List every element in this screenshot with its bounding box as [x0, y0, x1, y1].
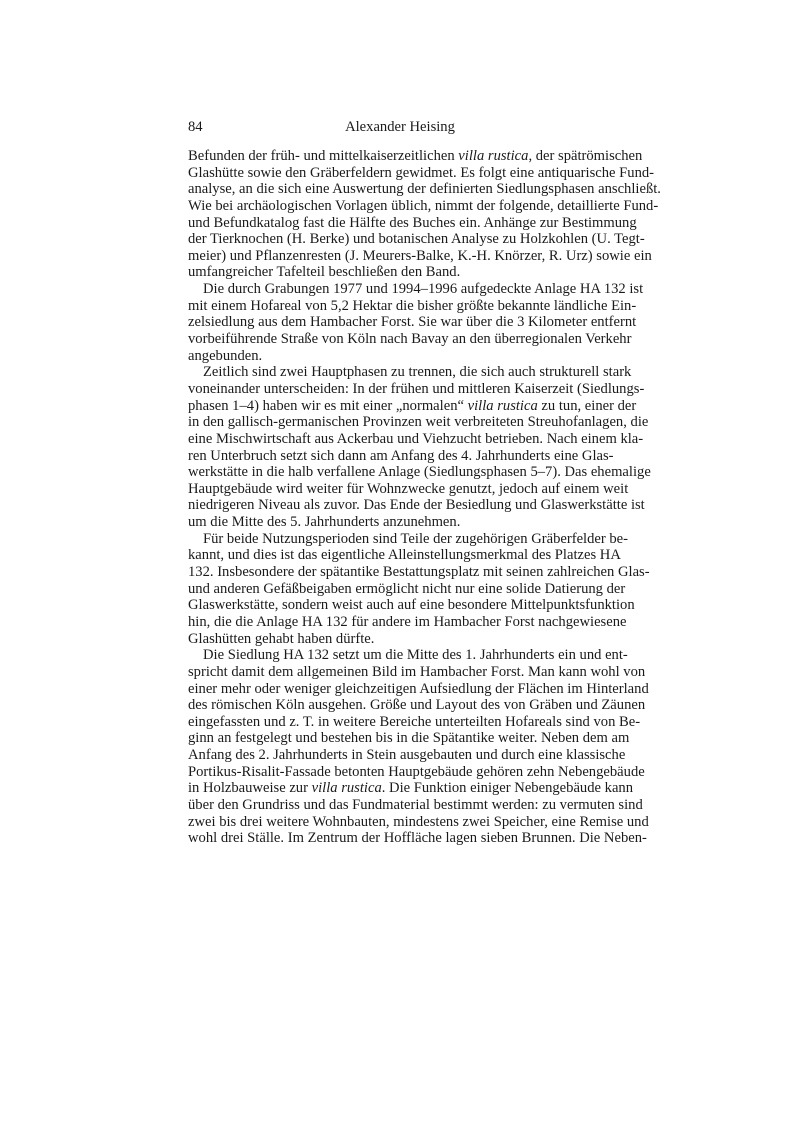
text-line [188, 348, 612, 365]
text-segment: der Tierknochen (H. Berke) und botanischen Analyse zu Holzkohlen (U. Tegt- [188, 231, 645, 248]
text-segment: 132. Insbesondere der spätantike Bestattungsplatz mit seinen zahlreichen Glas- [188, 564, 650, 581]
text-segment: zelsiedlung aus dem Hambacher Forst. Sie war über die 3 Kilometer entfernt [188, 314, 637, 331]
text-segment: in den gallisch-germanischen Provinzen weit verbreiteten Streuhofanlagen, die [188, 414, 649, 431]
text-line [188, 231, 645, 248]
text-segment: und anderen Gefäßbeigaben ermöglicht nicht nur eine solide Datierung der [188, 580, 626, 597]
italic-term: villa rustica [458, 148, 529, 164]
text-segment: wohl drei Ställe. Im Zentrum der Hoffläche lagen sieben Brunnen. Die Neben- [188, 830, 647, 847]
text-line [188, 148, 643, 165]
text-segment: kannt, und dies ist das eigentliche Alleinstellungsmerkmal des Platzes HA [188, 547, 621, 564]
text-segment: über den Grundriss und das Fundmaterial bestimmt werden: zu vermuten sind [188, 796, 643, 813]
text-line [188, 763, 645, 781]
text-segment: in Holzbauweise zur [188, 780, 312, 797]
text-segment: voneinander unterscheiden: In der frühen und mittleren Kaiserzeit (Siedlungs- [188, 380, 645, 397]
text-line [188, 314, 637, 331]
text-line [188, 680, 649, 698]
text-segment: einer mehr oder weniger gleichzeitigen Aufsiedlung der Flächen im Hinterland [188, 680, 649, 697]
text-segment: Für beide Nutzungsperioden sind Teile der zugehörigen Gräberfelder be- [203, 530, 629, 547]
text-segment: eingefassten und z. T. in weitere Bereiche unterteilten Hofareals sind von Be- [188, 713, 641, 730]
page-header [188, 119, 612, 137]
text-segment: phasen 1–4) haben wir es mit einer „normalen“ [188, 397, 468, 414]
text-segment: spricht damit dem allgemeinen Bild im Hambacher Forst. Man kann wohl von [188, 663, 646, 680]
text-segment: niedrigeren Niveau als zuvor. Das Ende der Besiedlung und Glaswerkstätte ist [188, 497, 645, 514]
text-segment: . Die Funktion einiger Nebengebäude kann [381, 780, 634, 797]
text-segment: zu tun, einer der [537, 397, 637, 414]
italic-term: villa rustica [311, 780, 382, 797]
text-segment: angebunden. [188, 347, 263, 364]
italic-term: villa rustica [467, 397, 538, 414]
text-line [188, 331, 632, 348]
text-segment: vorbeiführende Straße von Köln nach Bavay an den überregionalen Verkehr [188, 331, 632, 348]
text-line [188, 796, 643, 814]
text-line [188, 397, 637, 415]
text-line [188, 214, 637, 232]
text-segment: meier) und Pflanzenresten (J. Meurers-Balke, K.-H. Knörzer, R. Urz) sowie ein [188, 247, 652, 264]
text-segment: , der spätrömischen [528, 148, 643, 164]
body-text [188, 148, 661, 847]
text-line [188, 697, 646, 714]
text-segment: Glashütte sowie den Gräberfeldern gewidmet. Es folgt eine antiquarische Fund- [188, 164, 655, 181]
text-line [188, 380, 645, 398]
text-line [188, 580, 626, 598]
text-segment: Wie bei archäologischen Vorlagen üblich, nimmt der folgende, detaillierte Fund- [188, 197, 659, 214]
text-line [188, 497, 645, 514]
page-number: 84 [188, 119, 203, 135]
text-segment: Portikus-Risalit-Fassade betonten Hauptgebäude gehören zehn Nebengebäude [188, 763, 645, 780]
text-line [188, 281, 644, 298]
text-line [188, 464, 651, 481]
text-line [188, 514, 612, 531]
text-segment: um die Mitte des 5. Jahrhunderts anzunehmen. [188, 514, 461, 531]
text-line [188, 747, 626, 764]
text-segment: mit einem Hofareal von 5,2 Hektar die bisher größte bekannte ländliche Ein- [188, 297, 637, 314]
text-line [188, 631, 612, 648]
text-line [188, 448, 612, 465]
text-segment: Hauptgebäude wird weiter für Wohnzwecke genutzt, jedoch auf einem weit [188, 480, 629, 497]
text-line [188, 663, 646, 681]
text-segment: analyse, an die sich eine Auswertung der definierten Siedlungsphasen anschließt. [188, 181, 661, 198]
text-line [188, 530, 629, 548]
text-segment: ginn an festgelegt und bestehen bis in die Spätantike weiter. Neben dem am [188, 730, 630, 747]
text-line [188, 613, 627, 631]
text-line [188, 713, 641, 731]
text-line [188, 430, 644, 448]
text-line [188, 813, 649, 831]
text-line [188, 264, 612, 281]
text-segment: Befunden der früh- und mittelkaiserzeitlichen [188, 148, 459, 164]
text-segment: und Befundkatalog fast die Hälfte des Buches ein. Anhänge zur Bestimmung [188, 214, 637, 231]
text-line [188, 830, 647, 847]
text-segment: Die Siedlung HA 132 setzt um die Mitte des 1. Jahrhunderts ein und ent- [203, 647, 628, 664]
text-line [188, 730, 630, 747]
text-line [188, 480, 629, 498]
text-line [188, 414, 649, 431]
text-line [188, 597, 635, 614]
text-segment: ren Unterbruch setzt sich dann am Anfang des 4. Jahrhunderts eine Glas- [188, 447, 614, 464]
text-segment: hin, die die Anlage HA 132 für andere im Hambacher Forst nachgewiesene [188, 613, 627, 630]
text-segment: zwei bis drei weitere Wohnbauten, mindestens zwei Speicher, eine Remise und [188, 813, 649, 830]
text-segment: Anfang des 2. Jahrhunderts in Stein ausgebauten und durch eine klassische [188, 747, 626, 764]
text-line [188, 164, 655, 182]
text-segment: Die durch Grabungen 1977 und 1994–1996 aufgedeckte Anlage HA 132 ist [203, 281, 644, 298]
text-segment: umfangreicher Tafelteil beschließen den Band. [188, 264, 461, 281]
text-line [188, 247, 652, 265]
text-segment: Glashütten gehabt haben dürfte. [188, 630, 375, 647]
text-line [188, 647, 628, 664]
text-segment: werkstätte in die halb verfallene Anlage (Siedlungsphasen 5–7). Das ehemalige [188, 464, 651, 481]
text-line [188, 364, 632, 381]
text-segment: Zeitlich sind zwei Hauptphasen zu trennen, die sich auch strukturell stark [203, 364, 632, 381]
text-segment: Glaswerkstätte, sondern weist auch auf eine besondere Mittelpunktsfunktion [188, 597, 635, 614]
text-line [188, 564, 650, 581]
text-line [188, 197, 659, 215]
running-head: Alexander Heising [345, 119, 455, 135]
text-line [188, 547, 621, 564]
text-segment: des römischen Köln ausgehen. Größe und Layout des von Gräben und Zäunen [188, 697, 646, 714]
text-line [188, 297, 637, 315]
text-line [188, 780, 634, 797]
text-line [188, 181, 661, 198]
text-segment: eine Mischwirtschaft aus Ackerbau und Viehzucht betrieben. Nach einem kla- [188, 430, 644, 447]
